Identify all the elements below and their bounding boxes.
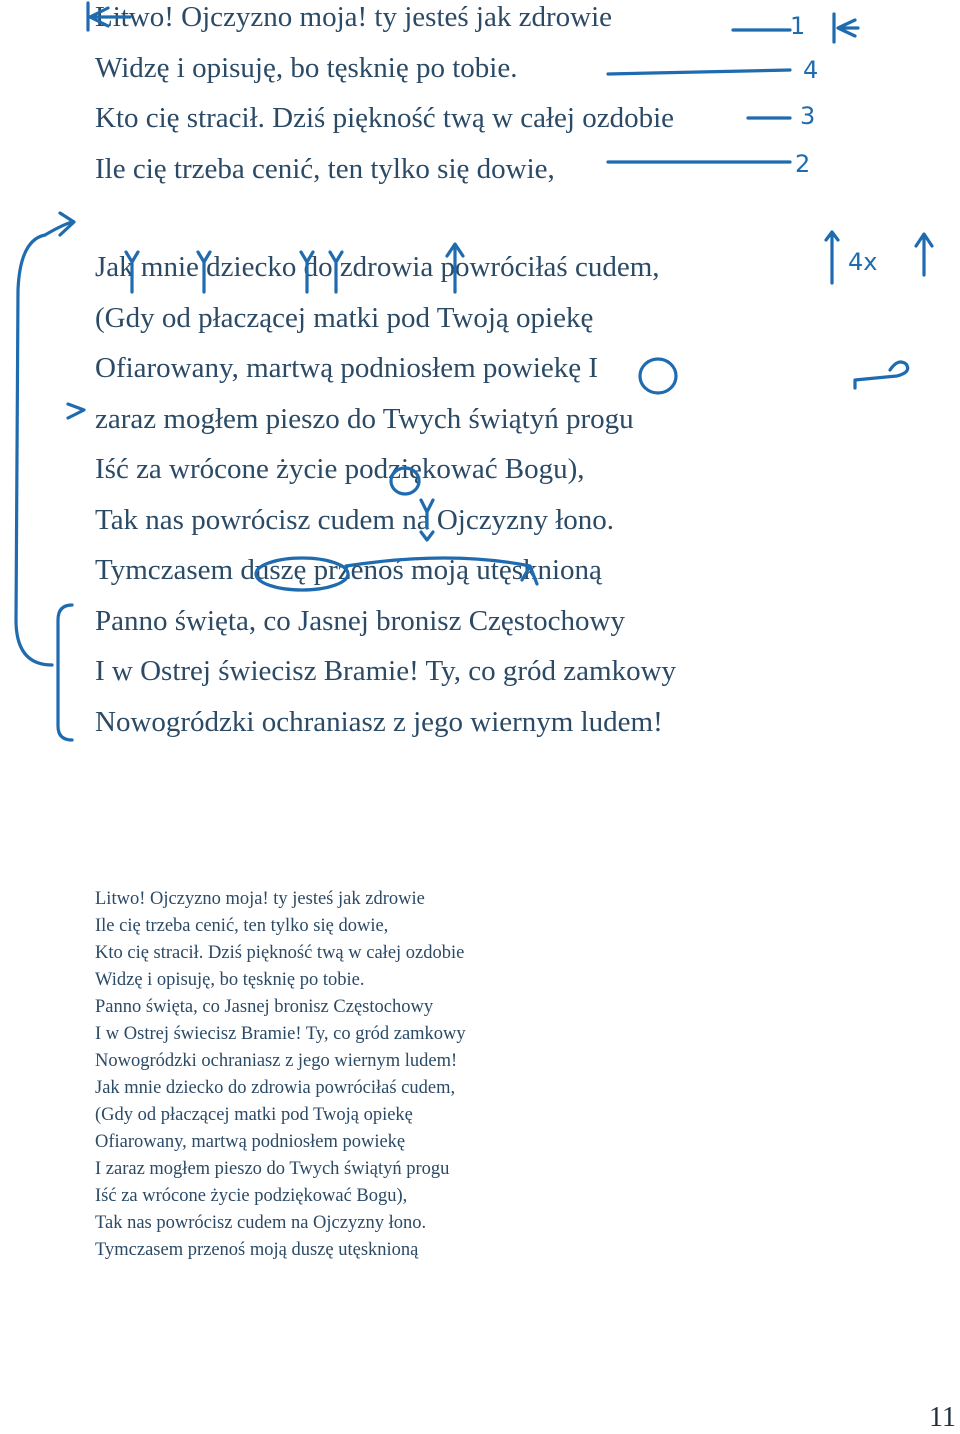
poem-line: Ofiarowany, martwą podniosłem powiekę xyxy=(95,1132,406,1152)
poem-line: Jak mnie dziecko do zdrowia powróciłaś cudem, xyxy=(95,251,660,283)
poem-line: (Gdy od płaczącej matki pod Twoją opiekę xyxy=(95,1105,413,1125)
poem-line: Iść za wrócone życie podziękować Bogu), xyxy=(95,453,585,485)
poem-line: Widzę i opisuję, bo tęsknię po tobie. xyxy=(95,970,365,990)
poem-line: Iść za wrócone życie podziękować Bogu), xyxy=(95,1186,408,1206)
order-number-4: 4 xyxy=(803,56,819,84)
repeat-bracket xyxy=(826,232,838,283)
loop-mark xyxy=(855,362,908,388)
poem-line: Tymczasem duszę przenoś moją utęsknioną xyxy=(95,554,602,586)
poem-line: Litwo! Ojczyzno moja! ty jesteś jak zdrowie xyxy=(95,889,425,909)
poem-line: (Gdy od płaczącej matki pod Twoją opiekę xyxy=(95,301,594,334)
page-number: 11 xyxy=(929,1402,956,1433)
poem-line: Litwo! Ojczyzno moja! ty jesteś jak zdrowie xyxy=(95,1,613,33)
poem-line: I w Ostrej świecisz Bramie! Ty, co gród zamkowy xyxy=(95,1024,466,1044)
repeat-note: 4x xyxy=(848,248,878,276)
poem-line: Ofiarowany, martwą podniosłem powiekę I xyxy=(95,352,599,384)
brace-arrow-icon xyxy=(45,213,74,235)
poem-line: Kto cię stracił. Dziś piękność twą w całej ozdobie xyxy=(95,102,674,134)
poem-stanza-main xyxy=(95,250,676,755)
poem-line: Nowogródzki ochraniasz z jego wiernym ludem! xyxy=(95,1051,458,1071)
poem-line: Panno święta, co Jasnej bronisz Częstochowy xyxy=(95,604,625,637)
poem-line: Kto cię stracił. Dziś piękność twą w całej ozdobie xyxy=(95,943,465,963)
small-arrow-icon xyxy=(68,404,84,418)
poem-line: I w Ostrej świecisz Bramie! Ty, co gród zamkowy xyxy=(95,655,677,687)
poem-line: I zaraz mogłem pieszo do Twych świątyń progu xyxy=(95,1159,450,1179)
small-bracket xyxy=(58,605,72,740)
poem-line: Ile cię trzeba cenić, ten tylko się dowie, xyxy=(95,152,555,185)
left-brace xyxy=(16,235,52,665)
poem-stanza-top xyxy=(95,0,674,202)
order-number-2: 2 xyxy=(795,150,811,178)
insert-arrow-icon xyxy=(834,14,858,42)
poem-line: zaraz mogłem pieszo do Twych świątyń progu xyxy=(95,402,634,435)
poem-stanza-reordered xyxy=(95,886,466,1264)
poem-line: Tak nas powrócisz cudem na Ojczyzny łono. xyxy=(95,503,614,536)
poem-line: Jak mnie dziecko do zdrowia powróciłaś cudem, xyxy=(95,1078,456,1098)
insert-up-arrow-icon xyxy=(916,234,932,275)
poem-line: Panno święta, co Jasnej bronisz Częstochowy xyxy=(95,997,434,1017)
order-number-3: 3 xyxy=(800,102,816,130)
poem-line: Nowogródzki ochraniasz z jego wiernym ludem! xyxy=(95,705,663,738)
poem-line: Widzę i opisuję, bo tęsknię po tobie. xyxy=(95,51,518,84)
order-number-1: 1 xyxy=(790,12,806,40)
poem-line: Tymczasem przenoś moją duszę utęsknioną xyxy=(95,1240,419,1260)
poem-line: Ile cię trzeba cenić, ten tylko się dowie, xyxy=(95,916,389,936)
poem-line: Tak nas powrócisz cudem na Ojczyzny łono. xyxy=(95,1213,427,1233)
